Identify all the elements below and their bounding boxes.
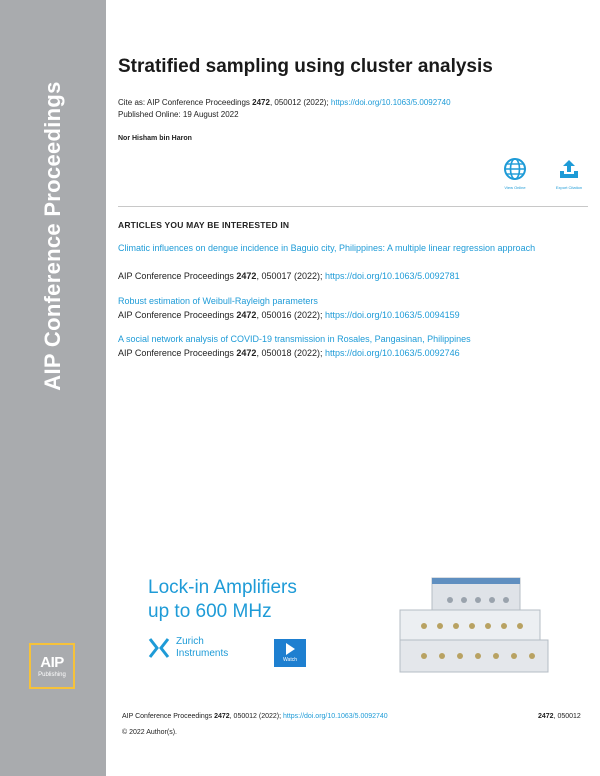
ad-headline-1: Lock-in Amplifiers [148,577,297,598]
related-rest: , 050016 (2022); [256,310,325,320]
related-doi-link[interactable]: https://doi.org/10.1063/5.0092781 [325,271,460,281]
play-icon [286,643,295,655]
related-article-title[interactable]: Climatic influences on dengue incidence in Baguio city, Philippines: A multiple linear regression approach [118,243,536,253]
footer-journal: AIP Conference Proceedings [122,713,215,720]
export-citation-button[interactable] [549,157,589,190]
related-article-title[interactable]: A social network analysis of COVID-19 transmission in Rosales, Pangasinan, Philippines [118,334,471,344]
aip-publishing-logo[interactable] [29,643,75,689]
footer-page-number [538,713,581,720]
published-date: Published Online: 19 August 2022 [118,110,239,119]
related-article-cite [118,310,460,320]
related-article-cite [118,348,460,358]
related-volume: 2472 [236,310,257,320]
globe-icon [503,157,527,181]
related-journal: AIP Conference Proceedings [118,310,237,320]
footer-volume: 2472 [214,713,230,720]
cite-volume: 2472 [252,98,270,107]
zurich-instruments-brand [148,636,228,660]
export-citation-label: Export Citation [555,185,583,190]
author-name: Nor Hisham bin Haron [118,135,192,142]
watch-label: Watch [283,657,297,663]
view-online-label: View Online [504,185,526,190]
related-journal: AIP Conference Proceedings [118,271,237,281]
cite-line [118,98,451,107]
related-journal: AIP Conference Proceedings [118,348,237,358]
ad-headline-2: up to 600 MHz [148,601,272,622]
brand-line-2: Instruments [176,648,229,659]
article-title: Stratified sampling using cluster analysis [118,56,493,77]
zurich-logo-icon [148,637,170,659]
journal-vertical-title: AIP Conference Proceedings [40,81,65,391]
export-icon [557,157,581,181]
footer-citation [122,713,388,720]
advertisement-banner[interactable] [148,576,563,676]
footer-doi-link[interactable]: https://doi.org/10.1063/5.0092740 [283,713,388,720]
cite-rest: , 050012 (2022); [269,98,331,107]
cite-prefix: Cite as: AIP Conference Proceedings [118,98,253,107]
section-divider [118,206,588,207]
lock-in-amplifier-image [380,576,556,676]
related-rest: , 050018 (2022); [256,348,325,358]
footer-right-rest: , 050012 [553,713,581,720]
footer-right-volume: 2472 [538,713,554,720]
related-doi-link[interactable]: https://doi.org/10.1063/5.0094159 [325,310,460,320]
logo-subtitle: Publishing [38,671,66,678]
view-online-button[interactable] [495,157,535,190]
cite-doi-link[interactable]: https://doi.org/10.1063/5.0092740 [330,98,451,107]
related-rest: , 050017 (2022); [256,271,325,281]
related-volume: 2472 [236,348,257,358]
related-article-cite [118,271,460,281]
watch-video-button[interactable] [274,639,306,667]
logo-text: AIP [40,653,64,671]
related-doi-link[interactable]: https://doi.org/10.1063/5.0092746 [325,348,460,358]
brand-line-1: Zurich [176,636,204,647]
footer-rest: , 050012 (2022); [229,713,283,720]
related-article-title[interactable]: Robust estimation of Weibull-Rayleigh parameters [118,296,318,306]
sidebar [0,0,106,776]
copyright-notice: © 2022 Author(s). [122,729,177,736]
related-articles-heading: ARTICLES YOU MAY BE INTERESTED IN [118,220,290,230]
related-volume: 2472 [236,271,257,281]
